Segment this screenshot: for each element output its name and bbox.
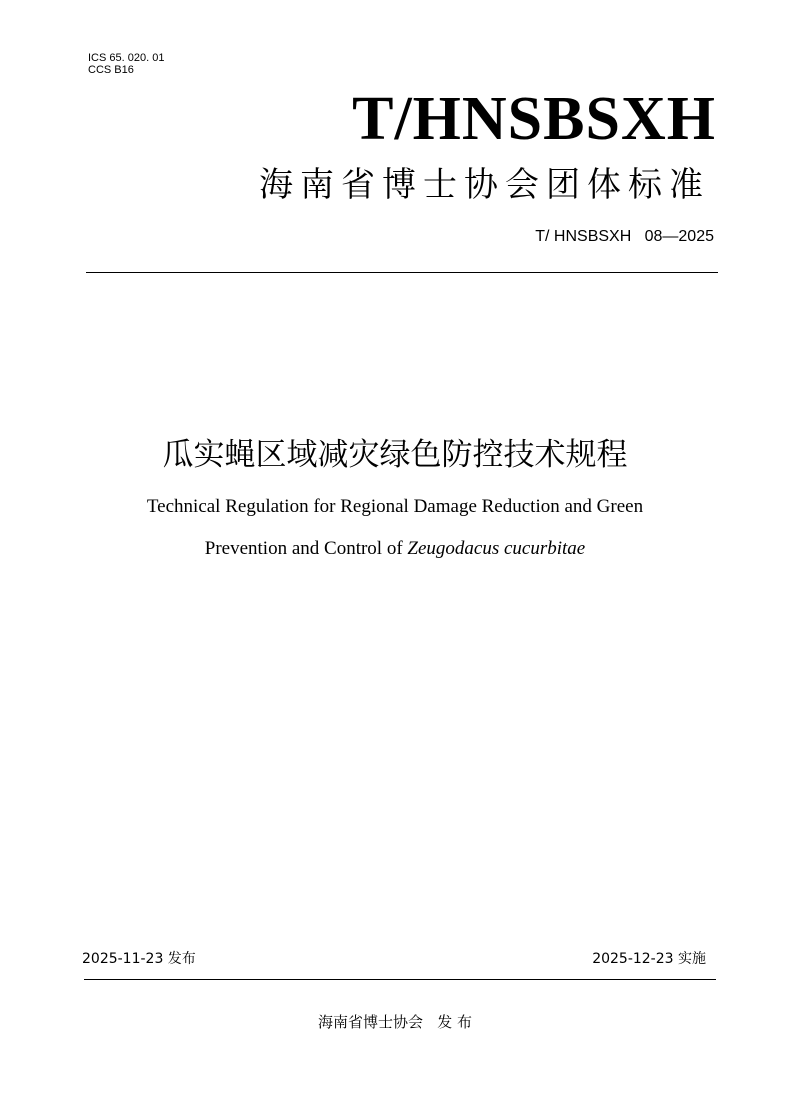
document-title-en-line1: Technical Regulation for Regional Damage Reduction and Green xyxy=(146,496,644,517)
header-divider xyxy=(86,272,718,273)
implementation-date: 2025-12-23 实施 xyxy=(592,951,706,967)
document-title-en-line2 xyxy=(0,536,790,562)
ics-code: ICS 65. 020. 01 xyxy=(88,52,165,64)
standard-mark: T/HNSBSXH xyxy=(352,85,716,153)
species-name: Zeugodacus cucurbitae xyxy=(407,538,586,559)
title-en-prefix: Prevention and Control of xyxy=(204,538,408,559)
footer-divider xyxy=(84,979,716,980)
document-title-zh: 瓜实蝇区域减灾绿色防控技术规程 xyxy=(162,437,628,473)
ccs-code: CCS B16 xyxy=(88,64,134,76)
classification-codes xyxy=(88,52,164,76)
issue-date: 2025-11-23 发布 xyxy=(82,951,196,967)
standard-type-title: 海南省博士协会团体标准 xyxy=(259,165,710,205)
standard-number: T/ HNSBSXH 08—2025 xyxy=(535,228,714,245)
publisher: 海南省博士协会 发 布 xyxy=(317,1013,473,1031)
